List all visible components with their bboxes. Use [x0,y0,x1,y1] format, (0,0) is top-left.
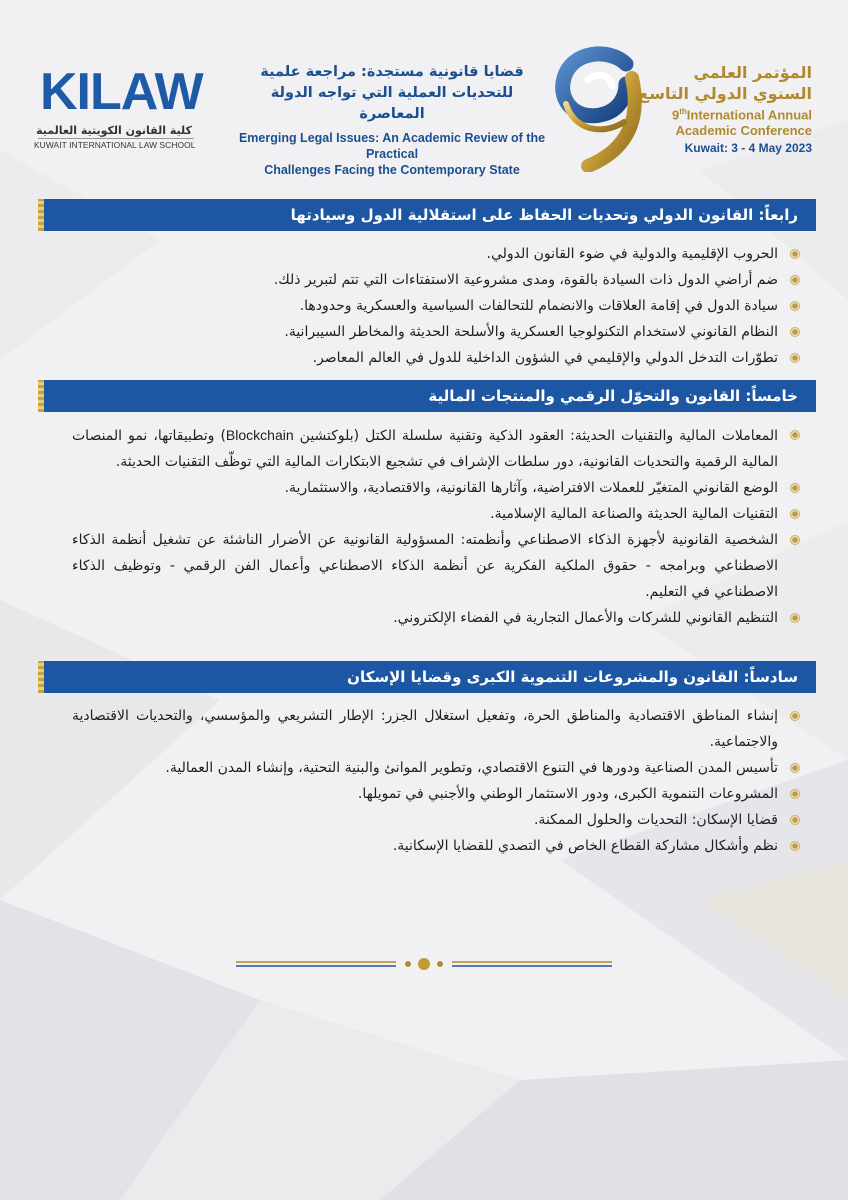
list-item: إنشاء المناطق الاقتصادية والمناطق الحرة، وتفعيل استغلال الجزر: الإطار التشريعي والمؤسسي، والتحديات الاقتصادية والاجتماعية. [72,703,778,755]
logo-wordmark: KILAW [40,63,203,121]
logo-name-english: KUWAIT INTERNATIONAL LAW SCHOOL [34,140,196,150]
list-item: النظام القانوني لاستخدام التكنولوجيا العسكرية والأسلحة الحديثة والمخاطر السيبرانية. [72,319,778,345]
list-item: تطوّرات التدخل الدولي والإقليمي في الشؤون الداخلية للدول في العالم المعاصر. [72,345,778,371]
list-item-text: المعاملات المالية والتقنيات الحديثة: العقود الذكية وتقنية سلسلة الكتل (بلوكتشين [293,428,779,444]
section-items [72,241,778,371]
ordinal-number: 9 [672,107,680,123]
list-item: الشخصية القانونية لأجهزة الذكاء الاصطناعي وأنظمته: المسؤولية القانونية عن الأضرار الناشئة عن تشغيل أنظمة الذكاء الاصطناعي وبرامجه - حقوق الملكية الفكرية عن أنظمة الذكاء الاصطناعي وأعمال الفن الرقمي - وتوظيف الذكاء الاصطناعي في التعليم. [72,527,778,605]
conference-title-arabic [636,62,812,104]
theme-title-english-line1: Emerging Legal Issues: An Academic Review of the Practical [238,131,546,161]
list-item: التقنيات المالية الحديثة والصناعة المالية الإسلامية. [72,501,778,527]
theme-title-english [236,130,548,178]
section-title: سادساً: القانون والمشروعات التنموية الكبرى وقضايا الإسكان [44,661,816,693]
conference-title-english-line1 [636,104,812,123]
list-item: ضم أراضي الدول ذات السيادة بالقوة، ومدى مشروعية الاستفتاءات التي تتم لتبرير ذلك. [72,267,778,293]
blockchain-term: Blockchain [225,427,294,443]
list-item: المشروعات التنموية الكبرى، ودور الاستثمار الوطني والأجنبي في تمويلها. [72,781,778,807]
kilaw-logo [34,62,204,152]
list-item: الوضع القانوني المتغيّر للعملات الافتراضية، وآثارها القانونية، والاقتصادية، والاستثمارية. [72,475,778,501]
list-item: سيادة الدول في إقامة العلاقات والانضمام للتحالفات السياسية والعسكرية وحدودها. [72,293,778,319]
ordinal-suffix: th [679,107,687,116]
list-item: نظم وأشكال مشاركة القطاع الخاص في التصدي للقضايا الإسكانية. [72,833,778,859]
list-item: قضايا الإسكان: التحديات والحلول الممكنة. [72,807,778,833]
conference-info [636,62,812,155]
list-item: الحروب الإقليمية والدولية في ضوء القانون الدولي. [72,241,778,267]
list-item: التنظيم القانوني للشركات والأعمال التجارية في الفضاء الإلكتروني. [72,605,778,631]
conference-theme [236,62,548,178]
section-title: خامساً: القانون والتحوّل الرقمي والمنتجات المالية [44,380,816,412]
conference-title-english-rest: International Annual [686,107,812,123]
theme-title-arabic-line1: قضايا قانونية مستجدة: مراجعة علمية [260,64,524,80]
logo-divider [38,138,194,139]
theme-title-english-line2: Challenges Facing the Contemporary State [264,163,520,177]
logo-name-arabic: كلية القانون الكويتية العالمية [36,124,192,137]
list-item-text: ) وتطبيقاتها، نمو المنصات المالية الرقمية والتحديات القانونية، دور سلطات الإشراف في تشجيع الابتكارات المالية التي توظّف التقنيات الحديثة. [72,428,778,470]
list-item [72,422,778,475]
divider-ornament [236,955,612,973]
list-item: تأسيس المدن الصناعية ودورها في التنوع الاقتصادي، وتطوير الموانئ والبنية التحتية، وإنشاء المدن العمالية. [72,755,778,781]
conference-title-arabic-line1: المؤتمر العلمي [693,63,812,82]
section-items [72,422,778,631]
section-title: رابعاً: القانون الدولي وتحديات الحفاظ على استقلالية الدول وسيادتها [44,199,816,231]
theme-title-arabic [236,62,548,125]
conference-title-arabic-line2: السنوي الدولي التاسع [638,84,812,103]
conference-title-english [636,104,812,139]
section-items [72,703,778,859]
theme-title-arabic-line2: للتحديات العملية التي تواجه الدولة المعاصرة [270,85,514,122]
conference-date: Kuwait: 3 - 4 May 2023 [684,141,812,156]
conference-title-english-line2: Academic Conference [675,123,812,139]
